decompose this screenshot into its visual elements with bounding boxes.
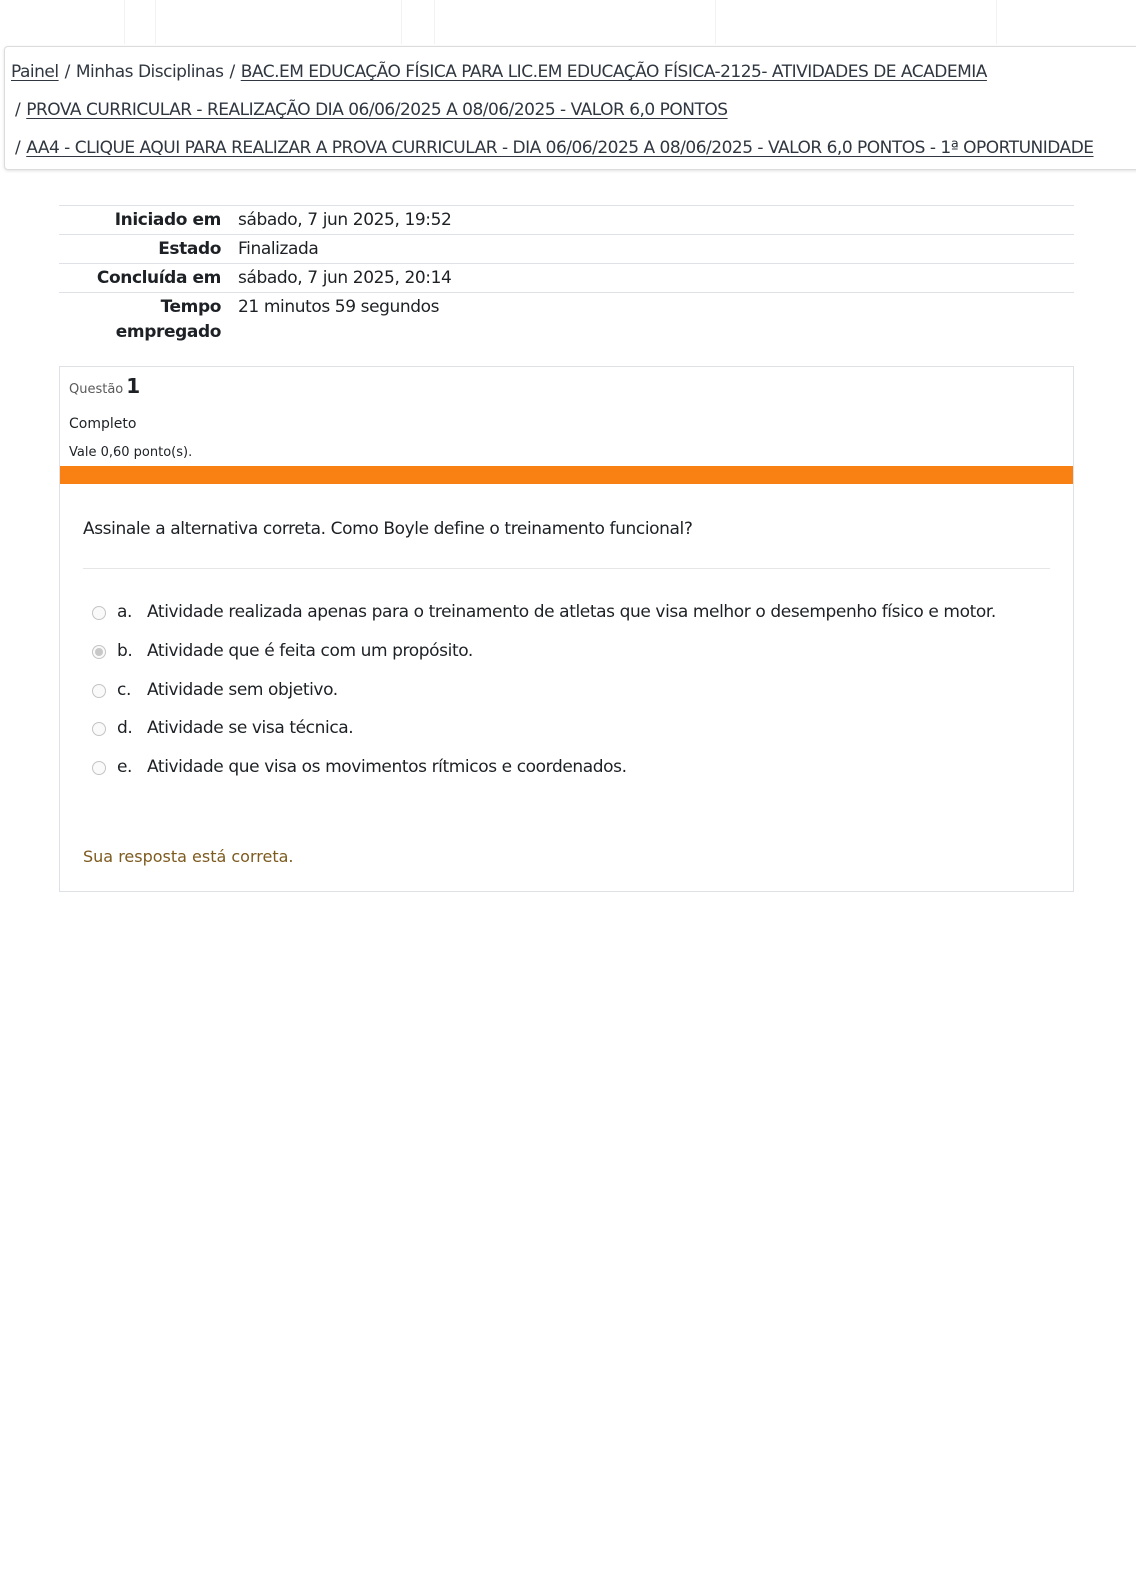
summary-label-line1: Tempo — [160, 297, 221, 317]
radio-button[interactable] — [92, 684, 106, 698]
question-text: Assinale a alternativa correta. Como Boyle define o treinamento funcional? — [83, 519, 693, 539]
question-divider — [83, 568, 1050, 569]
summary-value: 21 minutos 59 segundos — [238, 297, 440, 317]
answer-feedback: Sua resposta está correta. — [83, 847, 294, 866]
summary-row-time-taken — [59, 292, 1074, 350]
summary-row-state — [59, 234, 1074, 263]
radio-button[interactable] — [92, 761, 106, 775]
summary-label: Estado — [158, 239, 221, 259]
answer-text: Atividade se visa técnica. — [147, 718, 354, 738]
answer-text: Atividade que visa os movimentos rítmicos e coordenados. — [147, 757, 627, 777]
question-card — [59, 366, 1074, 892]
breadcrumb-item-course[interactable]: BAC.EM EDUCAÇÃO FÍSICA PARA LIC.EM EDUCAÇÃO FÍSICA-2125- ATIVIDADES DE ACADEMIA — [240, 62, 987, 82]
question-number — [69, 374, 140, 398]
summary-row-completed — [59, 263, 1074, 292]
answer-letter: a. — [117, 602, 133, 622]
summary-row-started — [59, 205, 1074, 234]
breadcrumb-item-painel[interactable]: Painel — [11, 62, 59, 82]
answer-letter: c. — [117, 680, 131, 700]
top-decoration — [0, 0, 1136, 44]
answer-text: Atividade realizada apenas para o treinamento de atletas que visa melhor o desempenho físico e motor. — [147, 602, 996, 622]
question-accent-bar — [60, 466, 1073, 484]
breadcrumb-line-3 — [15, 138, 1094, 158]
summary-value: sábado, 7 jun 2025, 19:52 — [238, 210, 452, 230]
question-grade: Vale 0,60 ponto(s). — [69, 445, 193, 460]
attempt-summary-table — [59, 205, 1074, 350]
question-info — [69, 374, 193, 460]
answer-letter: e. — [117, 757, 133, 777]
breadcrumb-item-aa4[interactable]: AA4 - CLIQUE AQUI PARA REALIZAR A PROVA CURRICULAR - DIA 06/06/2025 A 08/06/2025 - VALOR 6,0 PONTOS - 1ª OPORTUNIDADE — [26, 138, 1094, 158]
breadcrumb — [4, 46, 1136, 170]
breadcrumb-separator: / — [15, 138, 21, 158]
question-state: Completo — [69, 416, 137, 432]
radio-button[interactable] — [92, 722, 106, 736]
answer-letter: b. — [117, 641, 133, 661]
breadcrumb-separator: / — [64, 62, 70, 82]
breadcrumb-separator: / — [229, 62, 235, 82]
question-number-value: 1 — [126, 374, 141, 398]
breadcrumb-line-1 — [11, 62, 987, 82]
answer-text: Atividade que é feita com um propósito. — [147, 641, 473, 661]
radio-button-selected[interactable] — [92, 645, 106, 659]
breadcrumb-separator: / — [15, 100, 21, 120]
radio-button[interactable] — [92, 606, 106, 620]
summary-label: Concluída em — [96, 268, 221, 288]
summary-value: Finalizada — [238, 239, 319, 259]
breadcrumb-line-2 — [15, 100, 728, 120]
answer-letter: d. — [117, 718, 133, 738]
summary-value: sábado, 7 jun 2025, 20:14 — [238, 268, 452, 288]
breadcrumb-item-minhas-disciplinas: Minhas Disciplinas — [75, 62, 224, 82]
question-prefix: Questão — [69, 382, 124, 397]
answer-text: Atividade sem objetivo. — [147, 680, 338, 700]
summary-label-line2: empregado — [115, 322, 221, 342]
breadcrumb-item-prova-curricular[interactable]: PROVA CURRICULAR - REALIZAÇÃO DIA 06/06/2025 A 08/06/2025 - VALOR 6,0 PONTOS — [26, 100, 728, 120]
summary-label: Iniciado em — [114, 210, 221, 230]
